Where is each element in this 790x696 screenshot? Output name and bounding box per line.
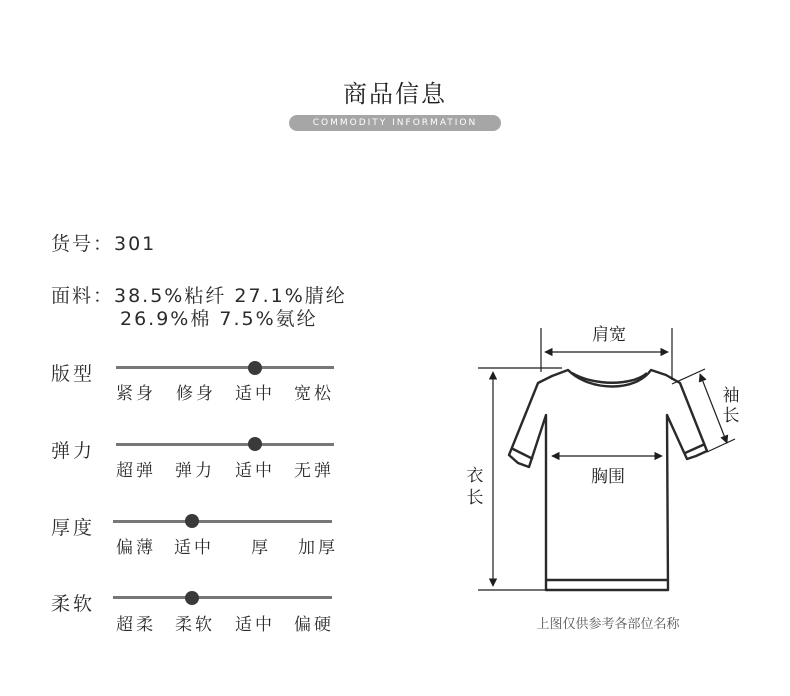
fit-option: 宽松 <box>294 384 334 404</box>
softness-option: 偏硬 <box>294 615 334 635</box>
elasticity-option: 适中 <box>235 461 275 481</box>
fit-scale-label: 版型 <box>51 363 96 385</box>
fabric-line-2: 26.9%棉 7.5%氨纶 <box>120 308 318 330</box>
thickness-scale-label: 厚度 <box>51 517 96 539</box>
sleeve-label-char-2: 长 <box>722 406 740 426</box>
sleeve-guide-bottom <box>707 439 735 452</box>
chest-label: 胸围 <box>591 467 625 487</box>
length-label-char-1: 衣 <box>466 466 484 486</box>
section-title: 商品信息 <box>343 80 447 108</box>
thickness-option: 厚 <box>251 538 271 558</box>
thickness-option: 适中 <box>174 538 214 558</box>
sleeve-label-char-1: 袖 <box>722 386 740 406</box>
subtitle-text: COMMODITY INFORMATION <box>312 118 478 128</box>
softness-option: 超柔 <box>116 615 156 635</box>
fabric-line-1: 面料：38.5%粘纤 27.1%腈纶 <box>51 285 347 307</box>
fit-option: 紧身 <box>116 384 156 404</box>
thickness-option: 加厚 <box>298 538 338 558</box>
softness-scale-label: 柔软 <box>51 593 96 615</box>
softness-option: 适中 <box>235 615 275 635</box>
elasticity-option: 超弹 <box>116 461 156 481</box>
elasticity-scale-label: 弹力 <box>51 440 96 462</box>
elasticity-option: 无弹 <box>294 461 334 481</box>
fit-option: 修身 <box>176 384 216 404</box>
sku-text: 货号：301 <box>51 233 157 255</box>
sleeve-guide-top <box>672 369 705 384</box>
shoulder-width-label: 肩宽 <box>592 325 626 345</box>
diagram-caption: 上图仅供参考各部位名称 <box>536 617 680 632</box>
length-label-char-2: 长 <box>466 488 484 508</box>
thickness-option: 偏薄 <box>116 538 156 558</box>
fit-option: 适中 <box>235 384 275 404</box>
elasticity-option: 弹力 <box>175 461 215 481</box>
softness-option: 柔软 <box>175 615 215 635</box>
